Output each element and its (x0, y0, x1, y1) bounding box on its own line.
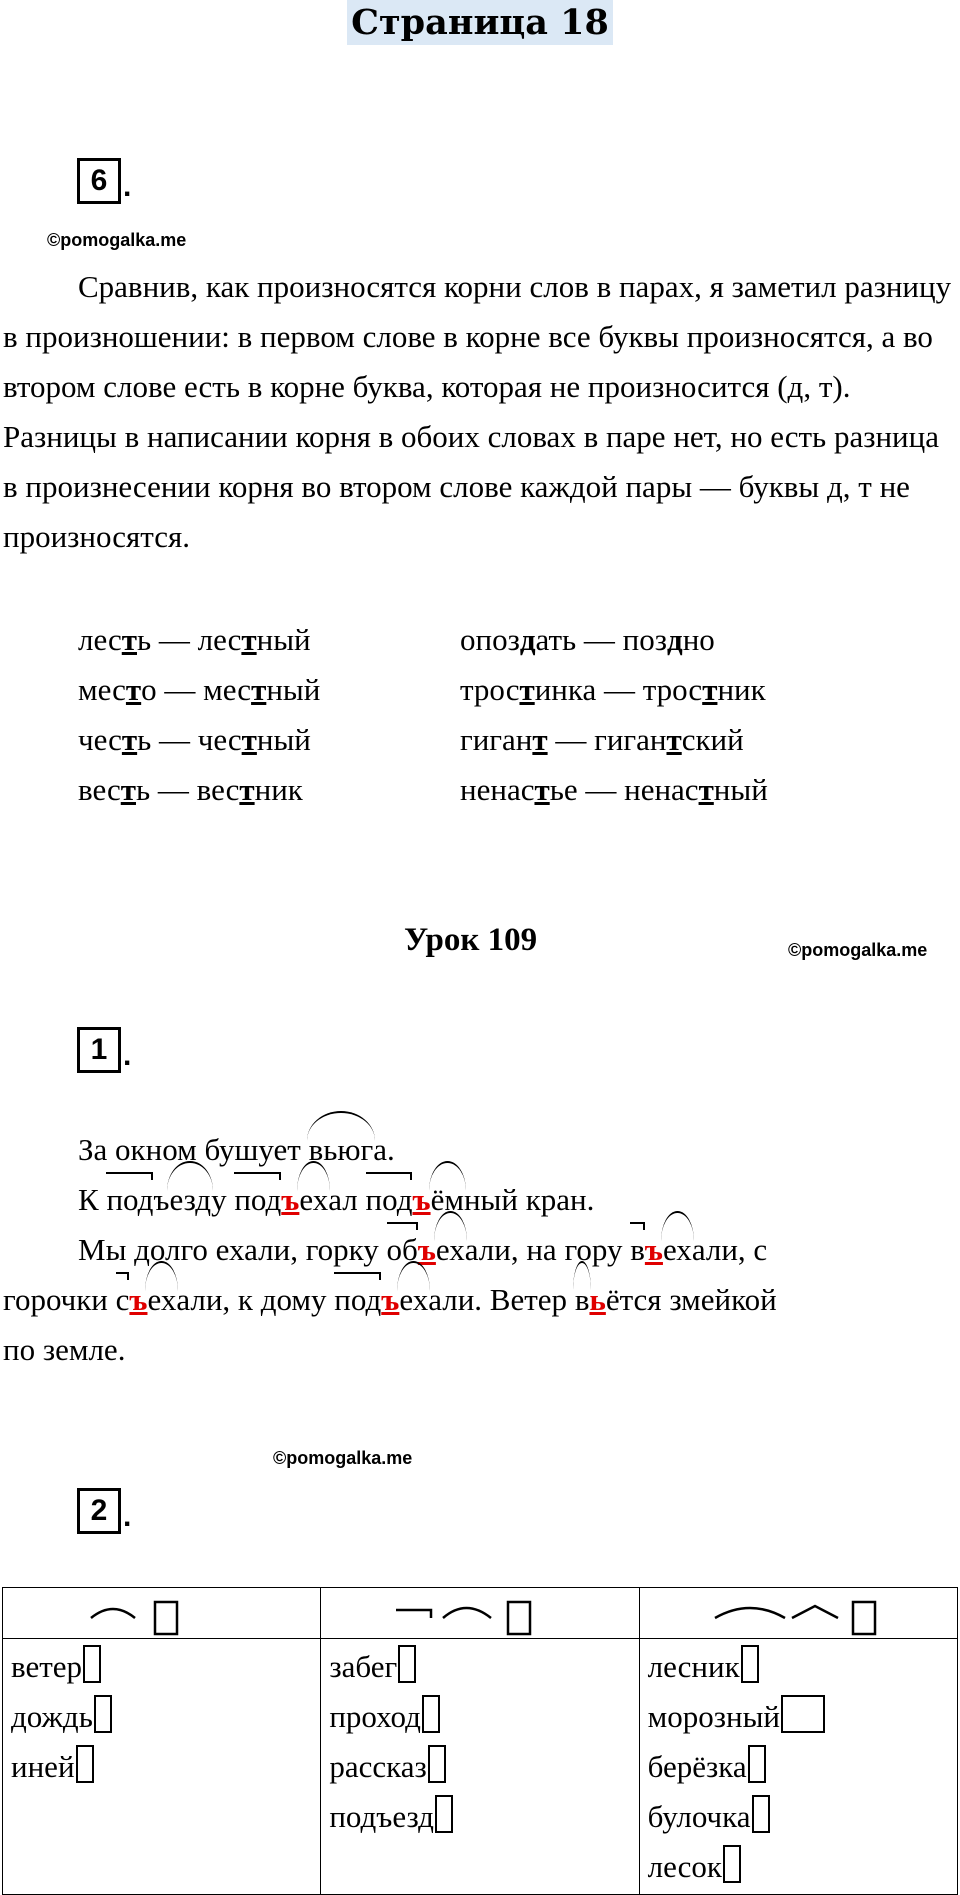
table-header-row (3, 1588, 958, 1639)
word-item: рассказ (329, 1745, 445, 1785)
word-item: морозный (648, 1695, 825, 1735)
word-part: мес (78, 672, 126, 707)
soft-sign: ь (589, 1282, 606, 1317)
hard-sign: ъ (412, 1182, 431, 1217)
word-pair (460, 665, 940, 715)
table-body-row (3, 1639, 958, 1895)
prefix-mark: под (366, 1175, 413, 1225)
word-pair (78, 665, 478, 715)
word-item: проход (329, 1695, 440, 1735)
word-part: ать — поз (535, 622, 668, 657)
word-part: ь — чес (137, 722, 242, 757)
exercise-6-paragraph (3, 262, 958, 562)
header-cell-root-suffix-ending (639, 1588, 957, 1639)
watermark: ©pomogalka.me (788, 940, 928, 960)
silent-consonant: т (698, 772, 714, 807)
ending-box (741, 1645, 759, 1683)
ending-box (435, 1795, 453, 1833)
scheme-prefix-root-ending-icon (321, 1588, 639, 1638)
silent-consonant: т (125, 672, 142, 707)
sentence-3-cont: горочки съехали, к дому подъехали. Ветер вьётся змейкой (3, 1275, 958, 1325)
word-part: гиган (460, 722, 533, 757)
silent-consonant: т (241, 722, 257, 757)
watermark: ©pomogalka.me (47, 230, 187, 250)
word-part: опоз (460, 622, 520, 657)
word-part: ный (256, 722, 311, 757)
prefix-mark: под (334, 1275, 381, 1325)
silent-consonant: т (241, 622, 257, 657)
root-mark: в (575, 1275, 590, 1325)
silent-consonant: т (121, 622, 137, 657)
morpheme-table (2, 1587, 958, 1895)
silent-consonant: т (534, 772, 550, 807)
word-pair (78, 715, 478, 765)
word-part: ье — ненас (549, 772, 699, 807)
hard-sign: ъ (644, 1232, 663, 1267)
word-item: берёзка (648, 1745, 766, 1785)
prefix-mark: об (387, 1225, 418, 1275)
header-cell-prefix-root-ending (321, 1588, 639, 1639)
word-part: ненас (460, 772, 535, 807)
word-part: ник (717, 672, 766, 707)
silent-consonant: т (532, 722, 548, 757)
exercise-2-number (77, 1488, 131, 1534)
prefix-mark: под (234, 1175, 281, 1225)
word-part: ник (254, 772, 303, 807)
sentence-2: К подъезду подъехал подъёмный кран. (3, 1175, 958, 1225)
number-dot: . (123, 1500, 132, 1533)
lesson-title: Урок 109 (404, 922, 538, 958)
silent-consonant: т (519, 672, 535, 707)
word-pair (78, 615, 478, 665)
exercise-number-box: 6 (77, 158, 121, 204)
silent-consonant: д (667, 622, 683, 657)
word-item: иней (11, 1745, 94, 1785)
silent-consonant: т (239, 772, 255, 807)
number-dot: . (123, 1039, 132, 1072)
exercise-number-box: 1 (77, 1027, 121, 1073)
ending-box (752, 1795, 770, 1833)
page-title-wrap (0, 2, 960, 43)
ending-box (422, 1695, 440, 1733)
ending-box (428, 1745, 446, 1783)
word-part: ный (256, 622, 311, 657)
word-item: булочка (648, 1795, 770, 1835)
root-mark: езд (169, 1175, 211, 1225)
prefix-mark: с (116, 1275, 130, 1325)
word-item: лесок (648, 1845, 741, 1885)
root-mark: ех (147, 1275, 176, 1325)
root-mark: ех (399, 1275, 428, 1325)
ending-box (781, 1695, 825, 1733)
column-1 (3, 1639, 321, 1895)
silent-consonant: т (666, 722, 682, 757)
page-title: Страница 18 (347, 0, 613, 45)
word-part: ный (266, 672, 321, 707)
word-part: ь — лес (137, 622, 242, 657)
word-item: забег (329, 1645, 416, 1685)
sentence-1: За окном бушует вьюга. (3, 1125, 958, 1175)
exercise-6-number (77, 158, 131, 204)
word-part: ный (713, 772, 768, 807)
hard-sign: ъ (381, 1282, 400, 1317)
root-mark: вьюг (309, 1125, 374, 1175)
paragraph-text: Сравнив, как произносятся корни слов в парах, я заметил разницу в произношении: в первом слове в корне все буквы произносятся, а во втором слове есть в корне буква, которая не произносится (д, т). Разницы в написании корня в обоих словах в паре нет, но есть разница в произнесении корня во втором слове каждой пары — буквы д, т не произносятся. (3, 269, 952, 554)
hard-sign: ъ (129, 1282, 148, 1317)
word-part: трос (460, 672, 520, 707)
word-part: но (682, 622, 715, 657)
silent-consonant: т (702, 672, 718, 707)
pairs-right (460, 615, 940, 815)
column-2 (321, 1639, 639, 1895)
word-pair (460, 765, 940, 815)
root-mark: ех (663, 1225, 692, 1275)
word-item: подъезд (329, 1795, 453, 1835)
word-part: лес (78, 622, 122, 657)
column-3 (639, 1639, 957, 1895)
ending-box (723, 1845, 741, 1883)
root-mark: ём (431, 1175, 464, 1225)
exercise-1-number (77, 1027, 131, 1073)
ending-box (83, 1645, 101, 1683)
exercise-number-box: 2 (77, 1488, 121, 1534)
pairs-left (78, 615, 478, 815)
sentence-3: Мы долго ехали, горку объехали, на гору въехали, с (3, 1225, 958, 1275)
number-dot: . (123, 170, 132, 203)
ending-box (94, 1695, 112, 1733)
silent-consonant: т (251, 672, 267, 707)
word-pair (460, 615, 940, 665)
watermark: ©pomogalka.me (273, 1448, 413, 1468)
word-part: вес (78, 772, 121, 807)
silent-consonant: т (121, 722, 138, 757)
root-mark: ех (436, 1225, 465, 1275)
sentence-3-end: по земле. (3, 1332, 126, 1367)
exercise-1-text (3, 1125, 958, 1375)
hard-sign: ъ (281, 1182, 300, 1217)
word-part: чес (78, 722, 122, 757)
scheme-root-suffix-ending-icon (640, 1588, 958, 1638)
ending-box (398, 1645, 416, 1683)
root-mark: ех (299, 1175, 328, 1225)
scheme-root-ending-icon (3, 1588, 321, 1638)
silent-consonant: д (519, 622, 536, 657)
word-part: о — мес (141, 672, 252, 707)
word-pair (78, 765, 478, 815)
word-pair (460, 715, 940, 765)
ending-box (748, 1745, 766, 1783)
word-part: инка — трос (534, 672, 703, 707)
header-cell-root-ending (3, 1588, 321, 1639)
word-item: лесник (648, 1645, 759, 1685)
silent-consonant: т (120, 772, 136, 807)
word-item: дождь (11, 1695, 112, 1735)
ending-box (76, 1745, 94, 1783)
word-part: ский (681, 722, 744, 757)
word-part: — гиган (547, 722, 667, 757)
prefix-mark: под (106, 1175, 153, 1225)
word-part: ь — вес (135, 772, 240, 807)
hard-sign: ъ (417, 1232, 436, 1267)
word-item: ветер (11, 1645, 101, 1685)
prefix-mark: в (630, 1225, 645, 1275)
